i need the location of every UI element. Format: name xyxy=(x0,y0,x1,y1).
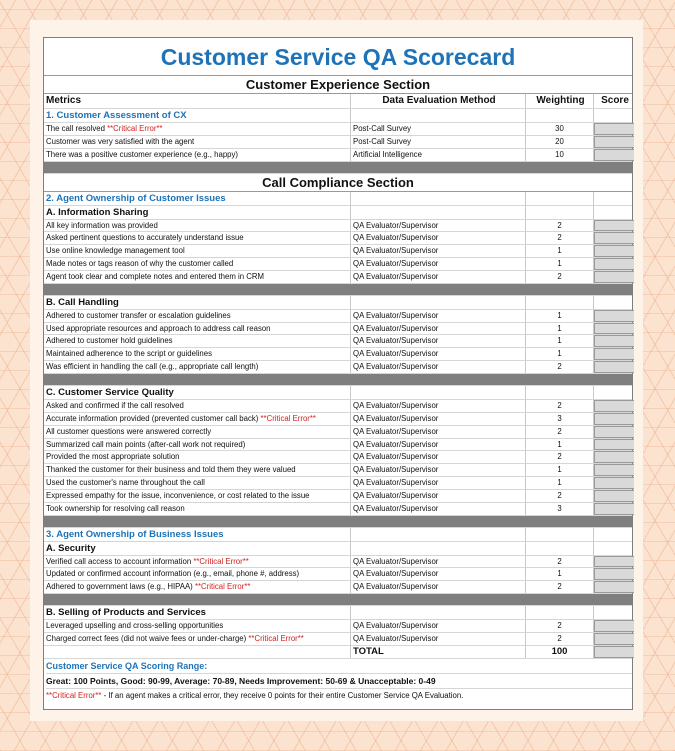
weight-cell: 2 xyxy=(526,220,594,232)
scoring-range-text: Great: 100 Points, Good: 90-99, Average: 70-89, Needs Improvement: 50-69 & Unacceptable: 0-49 xyxy=(46,674,632,689)
metric-text: Maintained adherence to the script or guidelines xyxy=(46,349,213,359)
metric-row xyxy=(44,556,632,569)
metric-text: Asked pertinent questions to accurately understand issue xyxy=(46,233,244,243)
metric-row xyxy=(44,258,632,271)
subsection-heading-row xyxy=(44,542,632,556)
weight-cell: 10 xyxy=(526,149,594,161)
metric-row xyxy=(44,620,632,633)
total-value: 100 xyxy=(526,646,594,658)
critical-error-tag: **Critical Error** xyxy=(107,124,163,133)
metric-cell xyxy=(44,335,351,347)
metric-row xyxy=(44,361,632,374)
metric-row xyxy=(44,490,632,503)
separator-bar xyxy=(44,284,632,296)
metric-cell xyxy=(44,503,351,515)
metric-text: Agent took clear and complete notes and entered them in CRM xyxy=(46,271,265,281)
metric-text: Thanked the customer for their business and told them they were valued xyxy=(46,465,296,475)
score-input-cell[interactable] xyxy=(594,568,634,580)
critical-error-text: - If an agent makes a critical error, they receive 0 points for their entire Customer Service QA Evaluation. xyxy=(101,690,464,700)
weight-cell: 1 xyxy=(526,439,594,451)
agent-customer-heading: 2. Agent Ownership of Customer Issues xyxy=(44,192,351,205)
section-call-compliance: Call Compliance Section xyxy=(44,174,632,192)
weight-cell: 1 xyxy=(526,323,594,335)
method-cell: QA Evaluator/Supervisor xyxy=(351,439,526,451)
score-input-cell[interactable] xyxy=(594,556,634,568)
score-input-cell[interactable] xyxy=(594,451,634,463)
metric-text: Summarized call main points (after-call work not required) xyxy=(46,439,246,449)
score-input-cell[interactable] xyxy=(594,581,634,593)
metric-text: Updated or confirmed account information (e.g., email, phone #, address) xyxy=(46,569,300,579)
subsection-title: A. Security xyxy=(44,542,351,555)
metric-cell xyxy=(44,310,351,322)
metric-row xyxy=(44,568,632,581)
score-input-cell[interactable] xyxy=(594,271,634,283)
metric-cell xyxy=(44,568,351,580)
critical-error-tag: **Critical Error** xyxy=(194,582,251,592)
weight-cell: 1 xyxy=(526,477,594,489)
metric-cell xyxy=(44,220,351,232)
metric-row xyxy=(44,136,632,149)
agent-business-heading: 3. Agent Ownership of Business Issues xyxy=(44,528,351,541)
col-metrics: Metrics xyxy=(44,94,351,108)
metric-row xyxy=(44,271,632,284)
weight-cell: 2 xyxy=(526,633,594,645)
method-cell: QA Evaluator/Supervisor xyxy=(351,245,526,257)
score-input-cell[interactable] xyxy=(594,149,634,161)
method-cell: QA Evaluator/Supervisor xyxy=(351,451,526,463)
method-cell: QA Evaluator/Supervisor xyxy=(351,335,526,347)
method-cell: QA Evaluator/Supervisor xyxy=(351,581,526,593)
weight-cell: 1 xyxy=(526,348,594,360)
metric-text: Expressed empathy for the issue, inconvenience, or cost related to the issue xyxy=(46,490,310,500)
metric-row xyxy=(44,426,632,439)
metric-cell xyxy=(44,123,351,135)
metric-row xyxy=(44,400,632,413)
metric-cell xyxy=(44,426,351,438)
weight-cell: 2 xyxy=(526,581,594,593)
weight-cell: 1 xyxy=(526,258,594,270)
score-input-cell[interactable] xyxy=(594,245,634,257)
metric-text: Customer was very satisfied with the agent xyxy=(46,136,195,146)
total-row xyxy=(44,646,632,659)
metric-row xyxy=(44,245,632,258)
separator-bar xyxy=(44,594,632,606)
metric-row xyxy=(44,310,632,323)
metric-text: Leveraged upselling and cross-selling opportunities xyxy=(46,621,224,631)
weight-cell: 20 xyxy=(526,136,594,148)
score-input-cell[interactable] xyxy=(594,439,634,451)
score-input-cell[interactable] xyxy=(594,123,634,135)
method-cell: QA Evaluator/Supervisor xyxy=(351,232,526,244)
score-input-cell[interactable] xyxy=(594,426,634,438)
metric-row xyxy=(44,413,632,426)
metric-cell xyxy=(44,323,351,335)
metric-text: Was efficient in handling the call (e.g., appropriate call length) xyxy=(46,362,259,372)
separator-bar xyxy=(44,162,632,174)
metric-text: Charged correct fees (did not waive fees or under-charge) xyxy=(46,633,249,643)
metric-text: The call resolved xyxy=(46,124,108,133)
weight-cell: 2 xyxy=(526,400,594,412)
weight-cell: 2 xyxy=(526,556,594,568)
weight-cell: 2 xyxy=(526,361,594,373)
method-cell: QA Evaluator/Supervisor xyxy=(351,323,526,335)
critical-error-label: **Critical Error** xyxy=(46,690,102,700)
score-input-cell[interactable] xyxy=(594,633,634,645)
metric-text: Adhered to customer transfer or escalation guidelines xyxy=(46,310,231,320)
score-input-cell[interactable] xyxy=(594,348,634,360)
metric-text: Adhered to government laws (e.g., HIPAA) xyxy=(46,582,195,592)
weight-cell: 2 xyxy=(526,426,594,438)
method-cell: QA Evaluator/Supervisor xyxy=(351,361,526,373)
method-cell: QA Evaluator/Supervisor xyxy=(351,271,526,283)
metric-cell xyxy=(44,149,351,161)
metric-row xyxy=(44,477,632,490)
metric-cell xyxy=(44,620,351,632)
scorecard-title: Customer Service QA Scorecard xyxy=(44,38,632,76)
weight-cell: 3 xyxy=(526,413,594,425)
cx-heading-row xyxy=(44,109,632,123)
total-score-cell[interactable] xyxy=(594,646,634,658)
subsection-title: C. Customer Service Quality xyxy=(44,386,351,399)
agent-customer-heading-row xyxy=(44,192,632,206)
metric-row xyxy=(44,335,632,348)
metric-text: Asked and confirmed if the call resolved xyxy=(46,400,184,410)
subsection-heading-row xyxy=(44,386,632,400)
score-input-cell[interactable] xyxy=(594,503,634,515)
method-cell: QA Evaluator/Supervisor xyxy=(351,310,526,322)
col-method: Data Evaluation Method xyxy=(351,94,526,108)
method-cell: Artificial Intelligence xyxy=(351,149,526,161)
method-cell: QA Evaluator/Supervisor xyxy=(351,400,526,412)
weight-cell: 2 xyxy=(526,490,594,502)
metric-cell xyxy=(44,271,351,283)
metric-cell xyxy=(44,439,351,451)
method-cell: QA Evaluator/Supervisor xyxy=(351,556,526,568)
metric-row xyxy=(44,451,632,464)
metric-row xyxy=(44,323,632,336)
metric-cell xyxy=(44,581,351,593)
score-input-cell[interactable] xyxy=(594,220,634,232)
method-cell: Post-Call Survey xyxy=(351,136,526,148)
score-input-cell[interactable] xyxy=(594,335,634,347)
agent-business-groups xyxy=(44,542,632,646)
weight-cell: 1 xyxy=(526,464,594,476)
metric-row xyxy=(44,220,632,233)
agent-business-heading-row xyxy=(44,528,632,542)
separator-bar xyxy=(44,374,632,386)
metric-text: Used appropriate resources and approach to address call reason xyxy=(46,323,271,333)
metric-cell xyxy=(44,400,351,412)
metric-text: All key information was provided xyxy=(46,220,158,230)
section-customer-experience: Customer Experience Section xyxy=(44,76,632,94)
weight-cell: 2 xyxy=(526,451,594,463)
total-label: TOTAL xyxy=(351,646,526,658)
metric-text: Provided the most appropriate solution xyxy=(46,452,180,462)
method-cell: QA Evaluator/Supervisor xyxy=(351,464,526,476)
metric-text: Adhered to customer hold guidelines xyxy=(46,336,173,346)
subsection-heading-row xyxy=(44,606,632,620)
metric-row xyxy=(44,503,632,516)
metric-cell xyxy=(44,413,351,425)
score-input-cell[interactable] xyxy=(594,136,634,148)
agent-customer-groups xyxy=(44,206,632,528)
method-cell: QA Evaluator/Supervisor xyxy=(351,477,526,489)
metric-text: There was a positive customer experience (e.g., happy) xyxy=(46,149,238,159)
critical-error-tag: **Critical Error** xyxy=(248,633,304,643)
score-input-cell[interactable] xyxy=(594,323,634,335)
metric-text: Made notes or tags reason of why the customer called xyxy=(46,259,234,269)
critical-error-note xyxy=(46,689,632,702)
score-input-cell[interactable] xyxy=(594,400,634,412)
metric-text: Verified call access to account information xyxy=(46,556,194,566)
weight-cell: 2 xyxy=(526,620,594,632)
metric-text: Accurate information provided (prevented customer call back) xyxy=(46,413,261,423)
method-cell: QA Evaluator/Supervisor xyxy=(351,620,526,632)
weight-cell: 2 xyxy=(526,232,594,244)
metric-row xyxy=(44,633,632,646)
cx-rows xyxy=(44,123,632,162)
metric-text: Use online knowledge management tool xyxy=(46,246,185,256)
metric-cell xyxy=(44,490,351,502)
weight-cell: 1 xyxy=(526,335,594,347)
weight-cell: 1 xyxy=(526,568,594,580)
method-cell: QA Evaluator/Supervisor xyxy=(351,220,526,232)
method-cell: QA Evaluator/Supervisor xyxy=(351,426,526,438)
score-input-cell[interactable] xyxy=(594,490,634,502)
score-input-cell[interactable] xyxy=(594,464,634,476)
metric-row xyxy=(44,123,632,136)
subsection-title: B. Selling of Products and Services xyxy=(44,606,351,619)
score-input-cell[interactable] xyxy=(594,258,634,270)
critical-error-tag: **Critical Error** xyxy=(260,413,316,423)
cx-heading: 1. Customer Assessment of CX xyxy=(44,109,351,122)
metric-text: Used the customer's name throughout the call xyxy=(46,478,205,488)
scoring-footer xyxy=(44,659,632,702)
method-cell: QA Evaluator/Supervisor xyxy=(351,490,526,502)
metric-cell xyxy=(44,464,351,476)
method-cell: QA Evaluator/Supervisor xyxy=(351,503,526,515)
scorecard-sheet xyxy=(43,37,633,710)
score-input-cell[interactable] xyxy=(594,310,634,322)
metric-row xyxy=(44,439,632,452)
col-weighting: Weighting xyxy=(526,94,594,108)
metric-cell xyxy=(44,633,351,645)
critical-error-tag: **Critical Error** xyxy=(193,556,249,566)
metric-row xyxy=(44,464,632,477)
weight-cell: 1 xyxy=(526,245,594,257)
separator-bar xyxy=(44,516,632,528)
metric-row xyxy=(44,232,632,245)
metric-cell xyxy=(44,245,351,257)
weight-cell: 3 xyxy=(526,503,594,515)
metric-cell xyxy=(44,348,351,360)
subsection-heading-row xyxy=(44,206,632,220)
subsection-heading-row xyxy=(44,296,632,310)
weight-cell: 2 xyxy=(526,271,594,283)
metric-cell xyxy=(44,477,351,489)
weight-cell: 30 xyxy=(526,123,594,135)
score-input-cell[interactable] xyxy=(594,361,634,373)
score-input-cell[interactable] xyxy=(594,477,634,489)
method-cell: Post-Call Survey xyxy=(351,123,526,135)
score-input-cell[interactable] xyxy=(594,413,634,425)
metric-cell xyxy=(44,361,351,373)
subsection-title: B. Call Handling xyxy=(44,296,351,309)
metric-cell xyxy=(44,232,351,244)
method-cell: QA Evaluator/Supervisor xyxy=(351,413,526,425)
score-input-cell[interactable] xyxy=(594,620,634,632)
metric-cell xyxy=(44,556,351,568)
score-input-cell[interactable] xyxy=(594,232,634,244)
col-score: Score xyxy=(601,95,629,106)
method-cell: QA Evaluator/Supervisor xyxy=(351,633,526,645)
weight-cell: 1 xyxy=(526,310,594,322)
metric-row xyxy=(44,581,632,594)
metric-cell xyxy=(44,258,351,270)
column-header-row xyxy=(44,94,632,109)
method-cell: QA Evaluator/Supervisor xyxy=(351,348,526,360)
metric-row xyxy=(44,149,632,162)
subsection-title: A. Information Sharing xyxy=(44,206,351,219)
metric-text: Took ownership for resolving call reason xyxy=(46,503,185,513)
metric-row xyxy=(44,348,632,361)
metric-text: All customer questions were answered correctly xyxy=(46,426,212,436)
method-cell: QA Evaluator/Supervisor xyxy=(351,258,526,270)
scoring-range-title: Customer Service QA Scoring Range: xyxy=(46,659,632,674)
metric-cell xyxy=(44,451,351,463)
metric-cell xyxy=(44,136,351,148)
method-cell: QA Evaluator/Supervisor xyxy=(351,568,526,580)
